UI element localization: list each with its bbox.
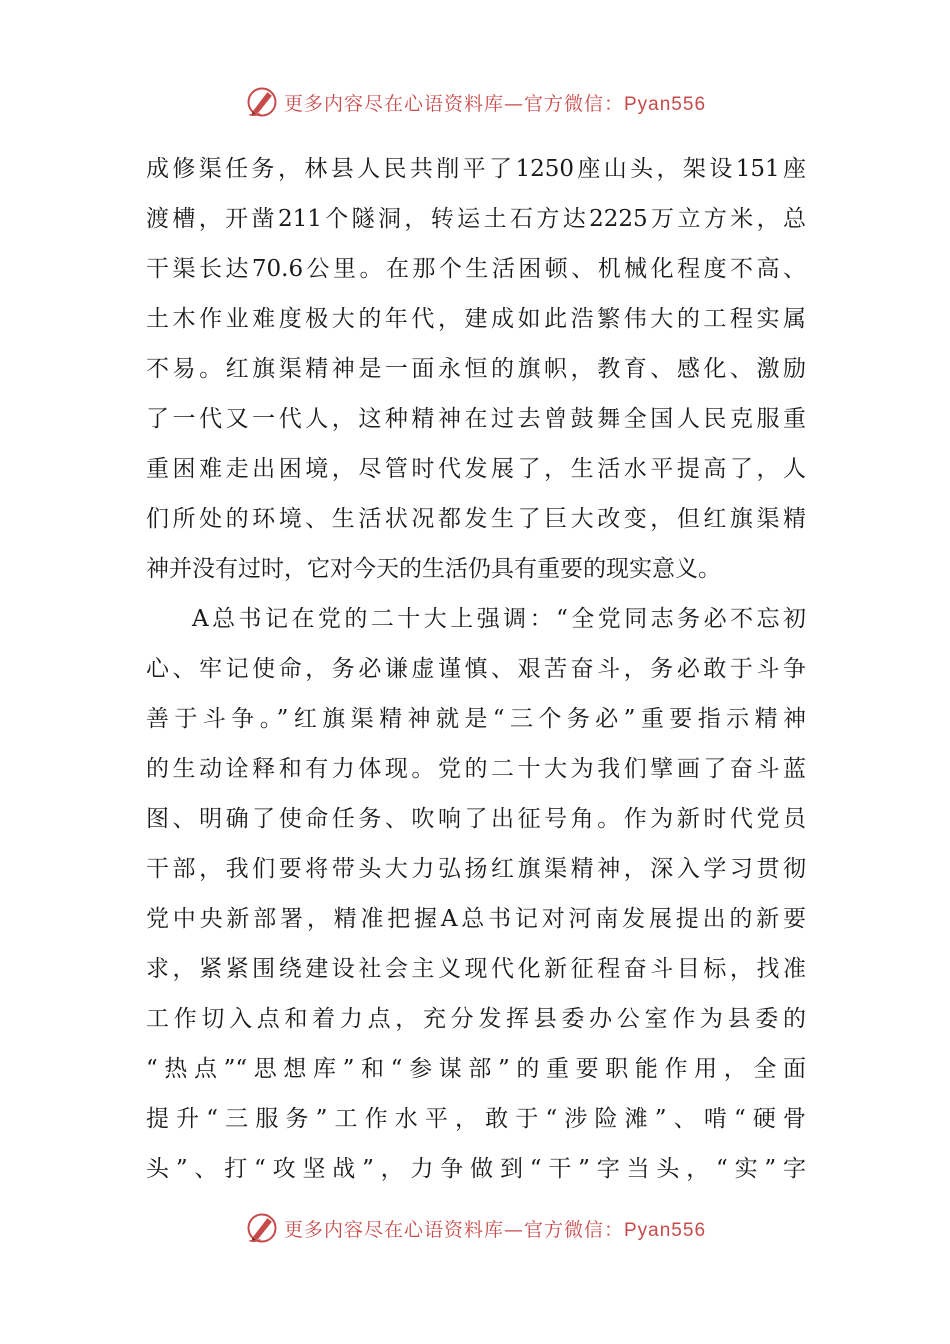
text-line: 提升“三服务”工作水平，敢于“涉险滩”、啃“硬骨 bbox=[146, 1106, 806, 1132]
text-line: 重困难走出困境，尽管时代发展了，生活水平提高了，人 bbox=[146, 456, 806, 482]
text-line: 干部，我们要将带头大力弘扬红旗渠精神，深入学习贯彻 bbox=[146, 856, 806, 882]
paragraph-1 bbox=[146, 144, 806, 594]
text-line: 土木作业难度极大的年代，建成如此浩繁伟大的工程实属 bbox=[146, 306, 806, 332]
text-line: 渡槽，开凿211个隧洞，转运土石方达2225万立方米，总 bbox=[146, 206, 806, 232]
text-line: 成修渠任务，林县人民共削平了1250座山头，架设151座 bbox=[146, 156, 806, 182]
text-line: 们所处的环境、生活状况都发生了巨大改变，但红旗渠精 bbox=[146, 506, 806, 532]
text-line: 的生动诠释和有力体现。党的二十大为我们擘画了奋斗蓝 bbox=[146, 756, 806, 782]
header-banner-text: 更多内容尽在心语资料库—官方微信：Pyan556 bbox=[283, 92, 707, 115]
footer-banner-handle: Pyan556 bbox=[624, 1219, 707, 1241]
text-line: 了一代又一代人，这种精神在过去曾鼓舞全国人民克服重 bbox=[146, 406, 806, 432]
text-line: 图、明确了使命任务、吹响了出征号角。作为新时代党员 bbox=[146, 806, 806, 832]
text-line: 不易。红旗渠精神是一面永恒的旗帜，教育、感化、激励 bbox=[146, 356, 806, 382]
footer-banner bbox=[0, 1208, 950, 1248]
text-line: “热点”“思想库”和“参谋部”的重要职能作用，全面 bbox=[146, 1056, 806, 1082]
text-line: 善于斗争。”红旗渠精神就是“三个务必”重要指示精神 bbox=[146, 706, 806, 732]
text-line: 求，紧紧围绕建设社会主义现代化新征程奋斗目标，找准 bbox=[146, 956, 806, 982]
text-line: 神并没有过时，它对今天的生活仍具有重要的现实意义。 bbox=[146, 556, 721, 582]
text-line: A总书记在党的二十大上强调：“全党同志务必不忘初 bbox=[192, 606, 806, 632]
text-line: 干渠长达70.6公里。在那个生活困顿、机械化程度不高、 bbox=[146, 256, 806, 282]
header-banner bbox=[0, 82, 950, 122]
text-line: 工作切入点和着力点，充分发挥县委办公室作为县委的 bbox=[146, 1006, 806, 1032]
header-banner-handle: Pyan556 bbox=[624, 93, 707, 115]
text-line: 头”、打“攻坚战”，力争做到“干”字当头，“实”字 bbox=[146, 1156, 806, 1182]
paragraph-2 bbox=[146, 594, 806, 1194]
text-line: 心、牢记使命，务必谦虚谨慎、艰苦奋斗，务必敢于斗争 bbox=[146, 656, 806, 682]
footer-banner-text: 更多内容尽在心语资料库—官方微信：Pyan556 bbox=[283, 1218, 707, 1241]
pen-logo-icon bbox=[244, 84, 280, 120]
document-body bbox=[146, 144, 806, 1194]
text-line: 党中央新部署，精准把握A总书记对河南发展提出的新要 bbox=[146, 906, 806, 932]
pen-logo-icon bbox=[244, 1210, 280, 1246]
